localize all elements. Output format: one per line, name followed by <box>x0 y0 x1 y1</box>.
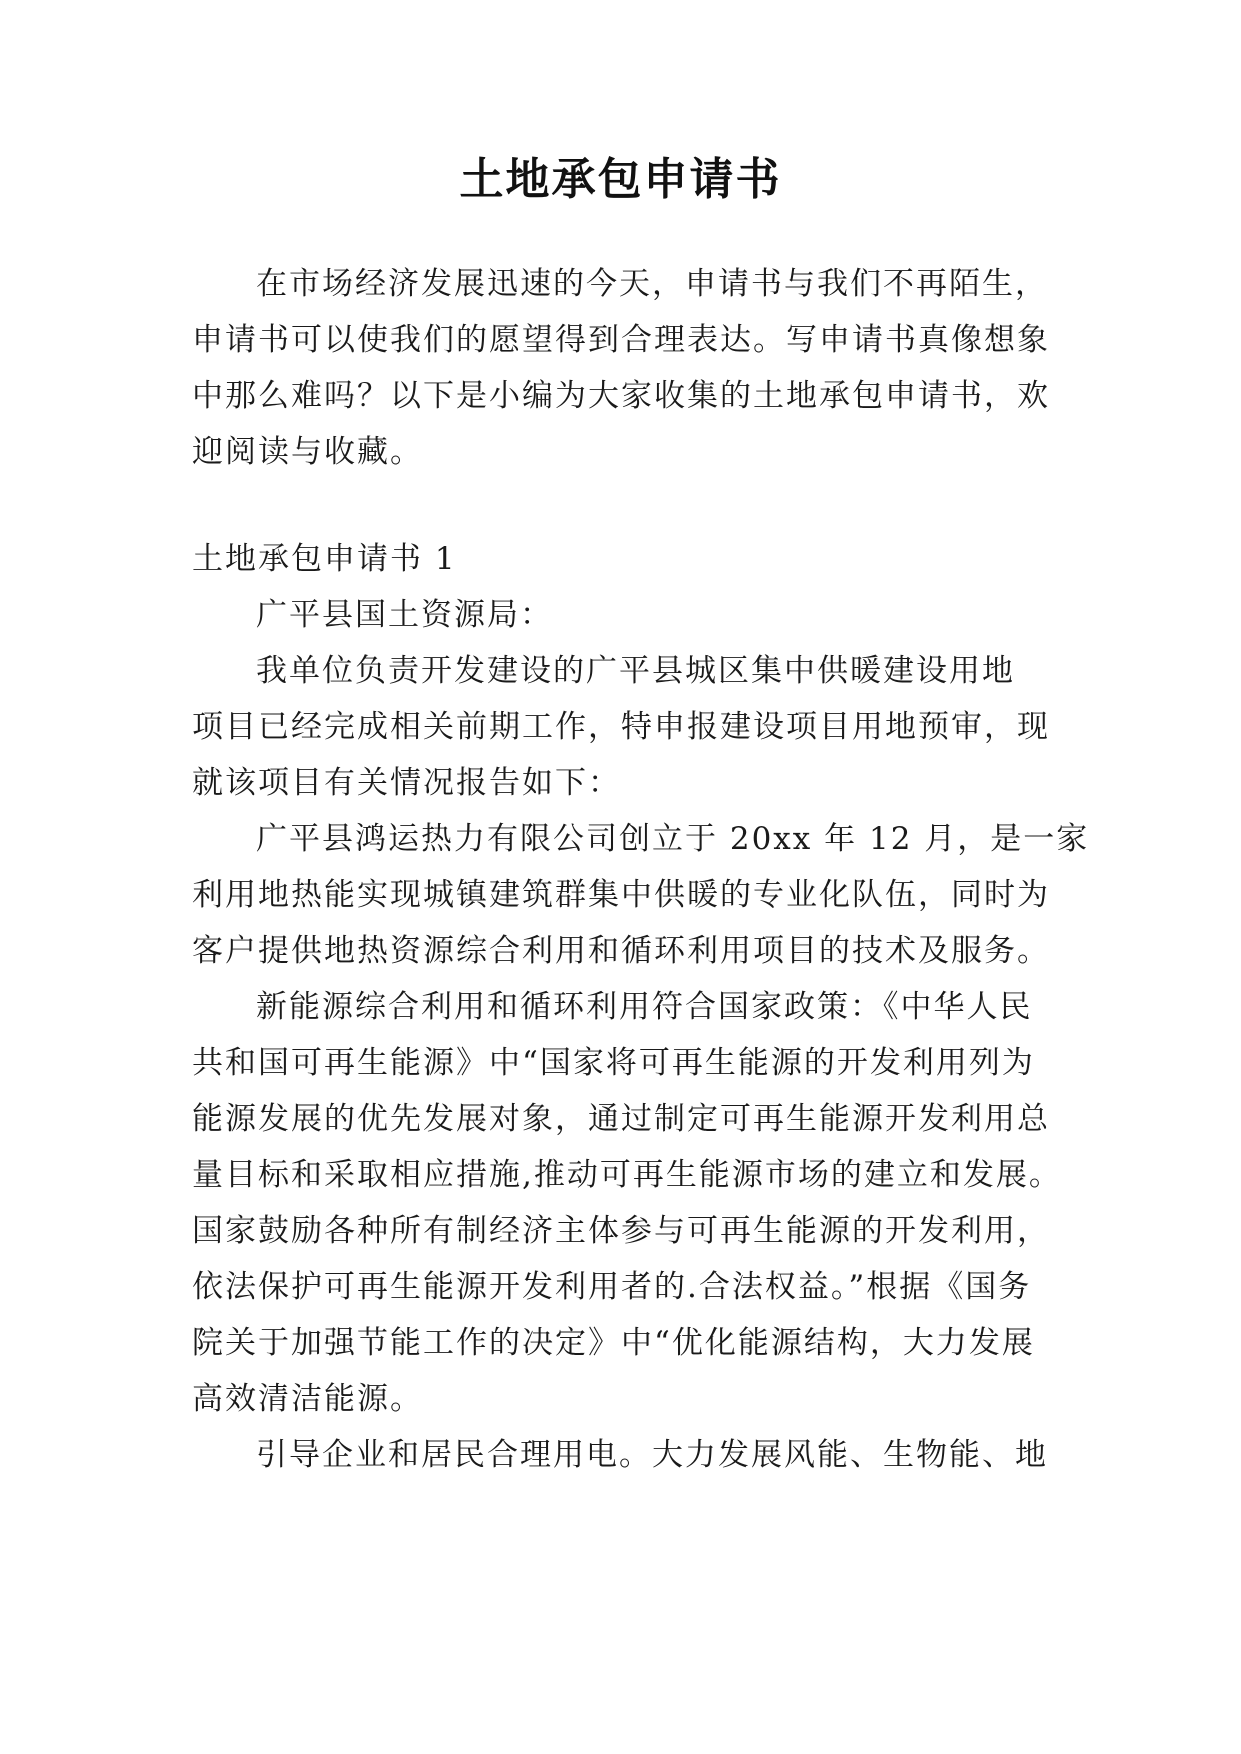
intro-line-1: 在市场经济发展迅速的今天，申请书与我们不再陌生， <box>256 266 1048 302</box>
body-line: 依法保护可再生能源开发利用者的.合法权益。”根据《国务 <box>192 1269 1032 1305</box>
body-line: 新能源综合利用和循环利用符合国家政策：《中华人民 <box>256 989 1033 1025</box>
body-line: 广平县鸿运热力有限公司创立于 20xx 年 12 月，是一家 <box>256 821 1090 857</box>
body-line: 引导企业和居民合理用电。大力发展风能、生物能、地 <box>256 1437 1048 1473</box>
body-line: 院关于加强节能工作的决定》中“优化能源结构，大力发展 <box>192 1325 1035 1361</box>
body-line: 能源发展的优先发展对象，通过制定可再生能源开发利用总 <box>192 1101 1050 1137</box>
body-line: 客户提供地热资源综合利用和循环利用项目的技术及服务。 <box>192 933 1050 969</box>
intro-line-3: 中那么难吗？以下是小编为大家收集的土地承包申请书，欢 <box>192 378 1050 414</box>
body-line: 我单位负责开发建设的广平县城区集中供暖建设用地 <box>256 653 1015 689</box>
body-line: 项目已经完成相关前期工作，特申报建设项目用地预审，现 <box>192 709 1050 745</box>
section-heading: 土地承包申请书 1 <box>192 541 457 577</box>
document-title: 土地承包申请书 <box>459 154 782 205</box>
intro-line-4: 迎阅读与收藏。 <box>192 434 423 470</box>
body-line: 量目标和采取相应措施,推动可再生能源市场的建立和发展。 <box>192 1157 1062 1193</box>
addressee: 广平县国土资源局： <box>256 597 553 633</box>
body-line: 利用地热能实现城镇建筑群集中供暖的专业化队伍，同时为 <box>192 877 1050 913</box>
intro-line-2: 申请书可以使我们的愿望得到合理表达。写申请书真像想象 <box>192 322 1050 358</box>
body-line: 高效清洁能源。 <box>192 1381 423 1417</box>
body-line: 就该项目有关情况报告如下： <box>192 765 621 801</box>
body-line: 共和国可再生能源》中“国家将可再生能源的开发利用列为 <box>192 1045 1035 1081</box>
body-line: 国家鼓励各种所有制经济主体参与可再生能源的开发利用， <box>192 1213 1050 1249</box>
